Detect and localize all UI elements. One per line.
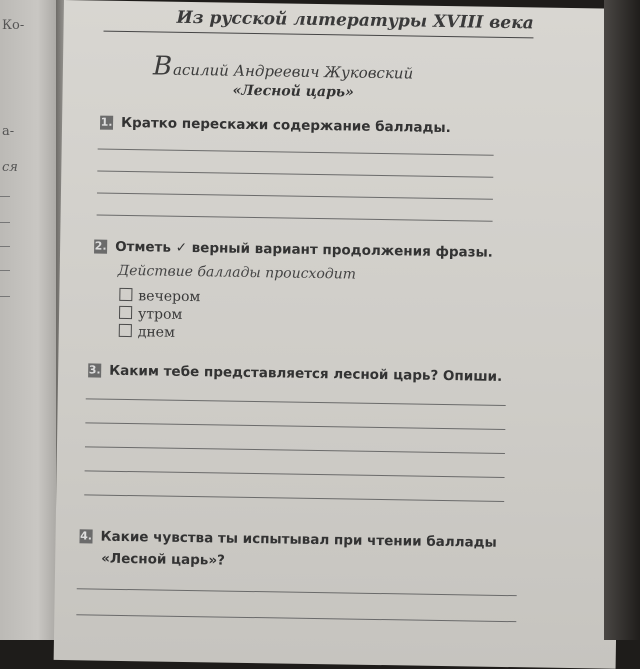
answer-line[interactable] xyxy=(85,422,505,430)
question-3 xyxy=(88,362,502,385)
option-label: утром xyxy=(137,306,183,323)
answer-line[interactable] xyxy=(86,398,506,406)
checkbox[interactable] xyxy=(119,306,132,319)
section-title: Из русской литературы XVIII века xyxy=(176,7,534,34)
answer-line[interactable] xyxy=(97,171,493,178)
answer-line[interactable] xyxy=(85,470,505,478)
checkbox[interactable] xyxy=(119,288,132,301)
question-text: Какие чувства ты испытывал при чтении баллады xyxy=(100,528,497,551)
checkbox[interactable] xyxy=(119,324,132,337)
question-text: Отметь ✓ верный вариант продолжения фразы. xyxy=(115,238,494,261)
question-2 xyxy=(94,239,493,261)
left-page-fragment: а- xyxy=(2,124,15,139)
left-page-line xyxy=(0,222,10,223)
background-table xyxy=(604,0,640,640)
option-morning[interactable] xyxy=(119,306,183,323)
ballad-title: «Лесной царь» xyxy=(232,82,354,101)
question-text: Кратко перескажи содержание баллады. xyxy=(120,114,451,137)
left-page-line xyxy=(0,270,10,271)
question-number: 4. xyxy=(80,529,93,543)
question-4 xyxy=(79,528,496,551)
q2-instruction: Действие баллады происходит xyxy=(117,262,357,283)
page-header xyxy=(104,7,534,39)
left-page-fragment: ся xyxy=(2,160,18,175)
option-day[interactable] xyxy=(119,324,175,341)
question-4-continued: «Лесной царь»? xyxy=(101,550,226,569)
answer-line[interactable] xyxy=(97,193,493,200)
workbook-page xyxy=(54,0,626,669)
answer-line[interactable] xyxy=(98,149,494,156)
answer-line[interactable] xyxy=(85,446,505,454)
question-number: 3. xyxy=(88,363,101,377)
left-page xyxy=(0,0,58,640)
answer-line[interactable] xyxy=(97,215,493,222)
left-page-line xyxy=(0,296,10,297)
answer-line[interactable] xyxy=(76,614,516,622)
question-number: 1. xyxy=(100,115,113,129)
author-name-rest: асилий Андреевич Жуковский xyxy=(172,60,414,83)
answer-line[interactable] xyxy=(77,588,517,596)
question-number: 2. xyxy=(94,239,107,253)
author-name xyxy=(153,51,414,85)
left-page-fragment: Ко- xyxy=(2,18,25,33)
left-page-line xyxy=(0,246,10,247)
option-label: днем xyxy=(137,324,176,341)
left-page-line xyxy=(0,196,10,197)
option-label: вечером xyxy=(138,288,201,306)
option-evening[interactable] xyxy=(119,288,200,305)
question-1 xyxy=(100,115,451,137)
answer-line[interactable] xyxy=(84,494,504,502)
author-initial: В xyxy=(152,51,173,82)
question-text: Каким тебе представляется лесной царь? Опиши. xyxy=(109,362,503,385)
